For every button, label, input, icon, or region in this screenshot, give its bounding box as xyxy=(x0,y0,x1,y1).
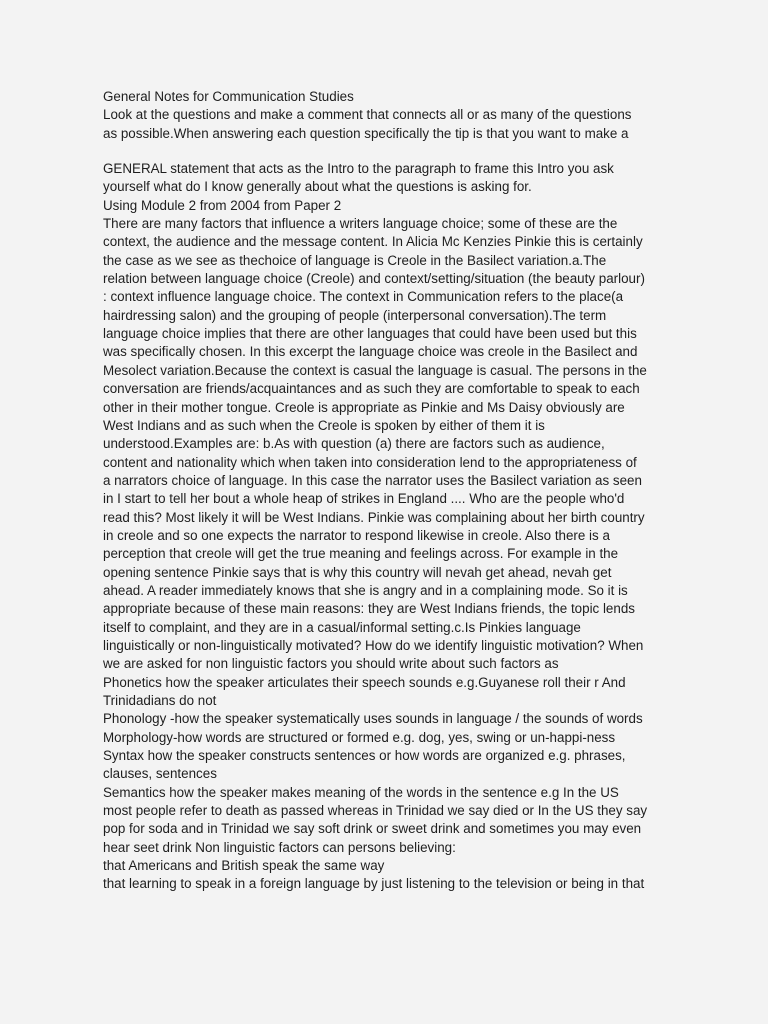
text-line: we are asked for non linguistic factors you should write about such factors as xyxy=(103,656,559,672)
text-line: hear seet drink Non linguistic factors can persons believing: xyxy=(103,839,456,855)
document-body xyxy=(103,88,683,894)
text-line: that learning to speak in a foreign language by just listening to the television or being in that xyxy=(103,876,645,892)
text-line: a narrators choice of language. In this case the narrator uses the Basilect variation as seen xyxy=(103,472,642,488)
text-line: yourself what do I know generally about what the questions is asking for. xyxy=(103,179,532,195)
text-line: other in their mother tongue. Creole is appropriate as Pinkie and Ms Daisy obviously are xyxy=(103,399,625,415)
text-line: appropriate because of these main reasons: they are West Indians friends, the topic lends xyxy=(103,601,635,617)
text-line: relation between language choice (Creole) and context/setting/situation (the beauty parlour) xyxy=(103,271,645,287)
text-line: conversation are friends/acquaintances and as such they are comfortable to speak to each xyxy=(103,381,640,397)
text-line: most people refer to death as passed whereas in Trinidad we say died or In the US they say xyxy=(103,803,648,819)
text-line: clauses, sentences xyxy=(103,766,217,782)
text-line: Phonology -how the speaker systematically uses sounds in language / the sounds of words xyxy=(103,711,643,727)
text-line: Syntax how the speaker constructs sentences or how words are organized e.g. phrases, xyxy=(103,748,626,764)
text-line: There are many factors that influence a writers language choice; some of these are the xyxy=(103,216,618,232)
text-line: was specifically chosen. In this excerpt the language choice was creole in the Basilect and xyxy=(103,344,638,360)
paragraph-gap xyxy=(103,143,683,160)
text-line: in I start to tell her bout a whole heap of strikes in England .... Who are the people who'd xyxy=(103,491,625,507)
text-line: in creole and so one expects the narrator to respond likewise in creole. Also there is a xyxy=(103,527,610,543)
text-line: opening sentence Pinkie says that is why this country will nevah get ahead, nevah get xyxy=(103,564,612,580)
text-line: that Americans and British speak the same way xyxy=(103,858,385,874)
text-line: language choice implies that there are other languages that could have been used but this xyxy=(103,326,637,342)
text-line: ahead. A reader immediately knows that she is angry and in a complaining mode. So it is xyxy=(103,582,628,598)
section-heading: Using Module 2 from 2004 from Paper 2 xyxy=(103,197,342,213)
document-title: General Notes for Communication Studies xyxy=(103,89,354,104)
text-line: : context influence language choice. The context in Communication refers to the place(a xyxy=(103,289,624,305)
text-line: context, the audience and the message content. In Alicia Mc Kenzies Pinkie this is certainly xyxy=(103,234,643,250)
text-line: GENERAL statement that acts as the Intro to the paragraph to frame this Intro you ask xyxy=(103,161,614,177)
text-line: Semantics how the speaker makes meaning of the words in the sentence e.g In the US xyxy=(103,784,619,800)
text-line: Trinidadians do not xyxy=(103,693,217,708)
text-line: read this? Most likely it will be West Indians. Pinkie was complaining about her birth country xyxy=(103,509,645,525)
paragraph-main xyxy=(103,160,683,894)
text-line: linguistically or non-linguistically motivated? How do we identify linguistic motivation? When xyxy=(103,637,644,653)
text-line: itself to complaint, and they are in a casual/informal setting.c.Is Pinkies language xyxy=(103,619,581,635)
text-line: Phonetics how the speaker articulates their speech sounds e.g.Guyanese roll their r And xyxy=(103,674,626,690)
text-line: Morphology-how words are structured or formed e.g. dog, yes, swing or un-happi-ness xyxy=(103,729,616,745)
text-line: understood.Examples are: b.As with question (a) there are factors such as audience, xyxy=(103,436,605,452)
text-line: as possible.When answering each question specifically the tip is that you want to make a xyxy=(103,125,629,141)
text-line: the case as we see as thechoice of language is Creole in the Basilect variation.a.The xyxy=(103,252,607,268)
text-line: Look at the questions and make a comment that connects all or as many of the questions xyxy=(103,107,632,123)
text-line: hairdressing salon) and the grouping of people (interpersonal conversation).The term xyxy=(103,307,607,323)
paragraph-intro xyxy=(103,88,683,143)
text-line: content and nationality which when taken into consideration lend to the appropriateness of xyxy=(103,454,637,470)
text-line: Mesolect variation.Because the context is casual the language is casual. The persons in the xyxy=(103,362,647,378)
text-line: West Indians and as such when the Creole is spoken by either of them it is xyxy=(103,417,545,433)
text-line: perception that creole will get the true meaning and feelings across. For example in the xyxy=(103,546,619,562)
text-line: pop for soda and in Trinidad we say soft drink or sweet drink and sometimes you may even xyxy=(103,821,642,837)
